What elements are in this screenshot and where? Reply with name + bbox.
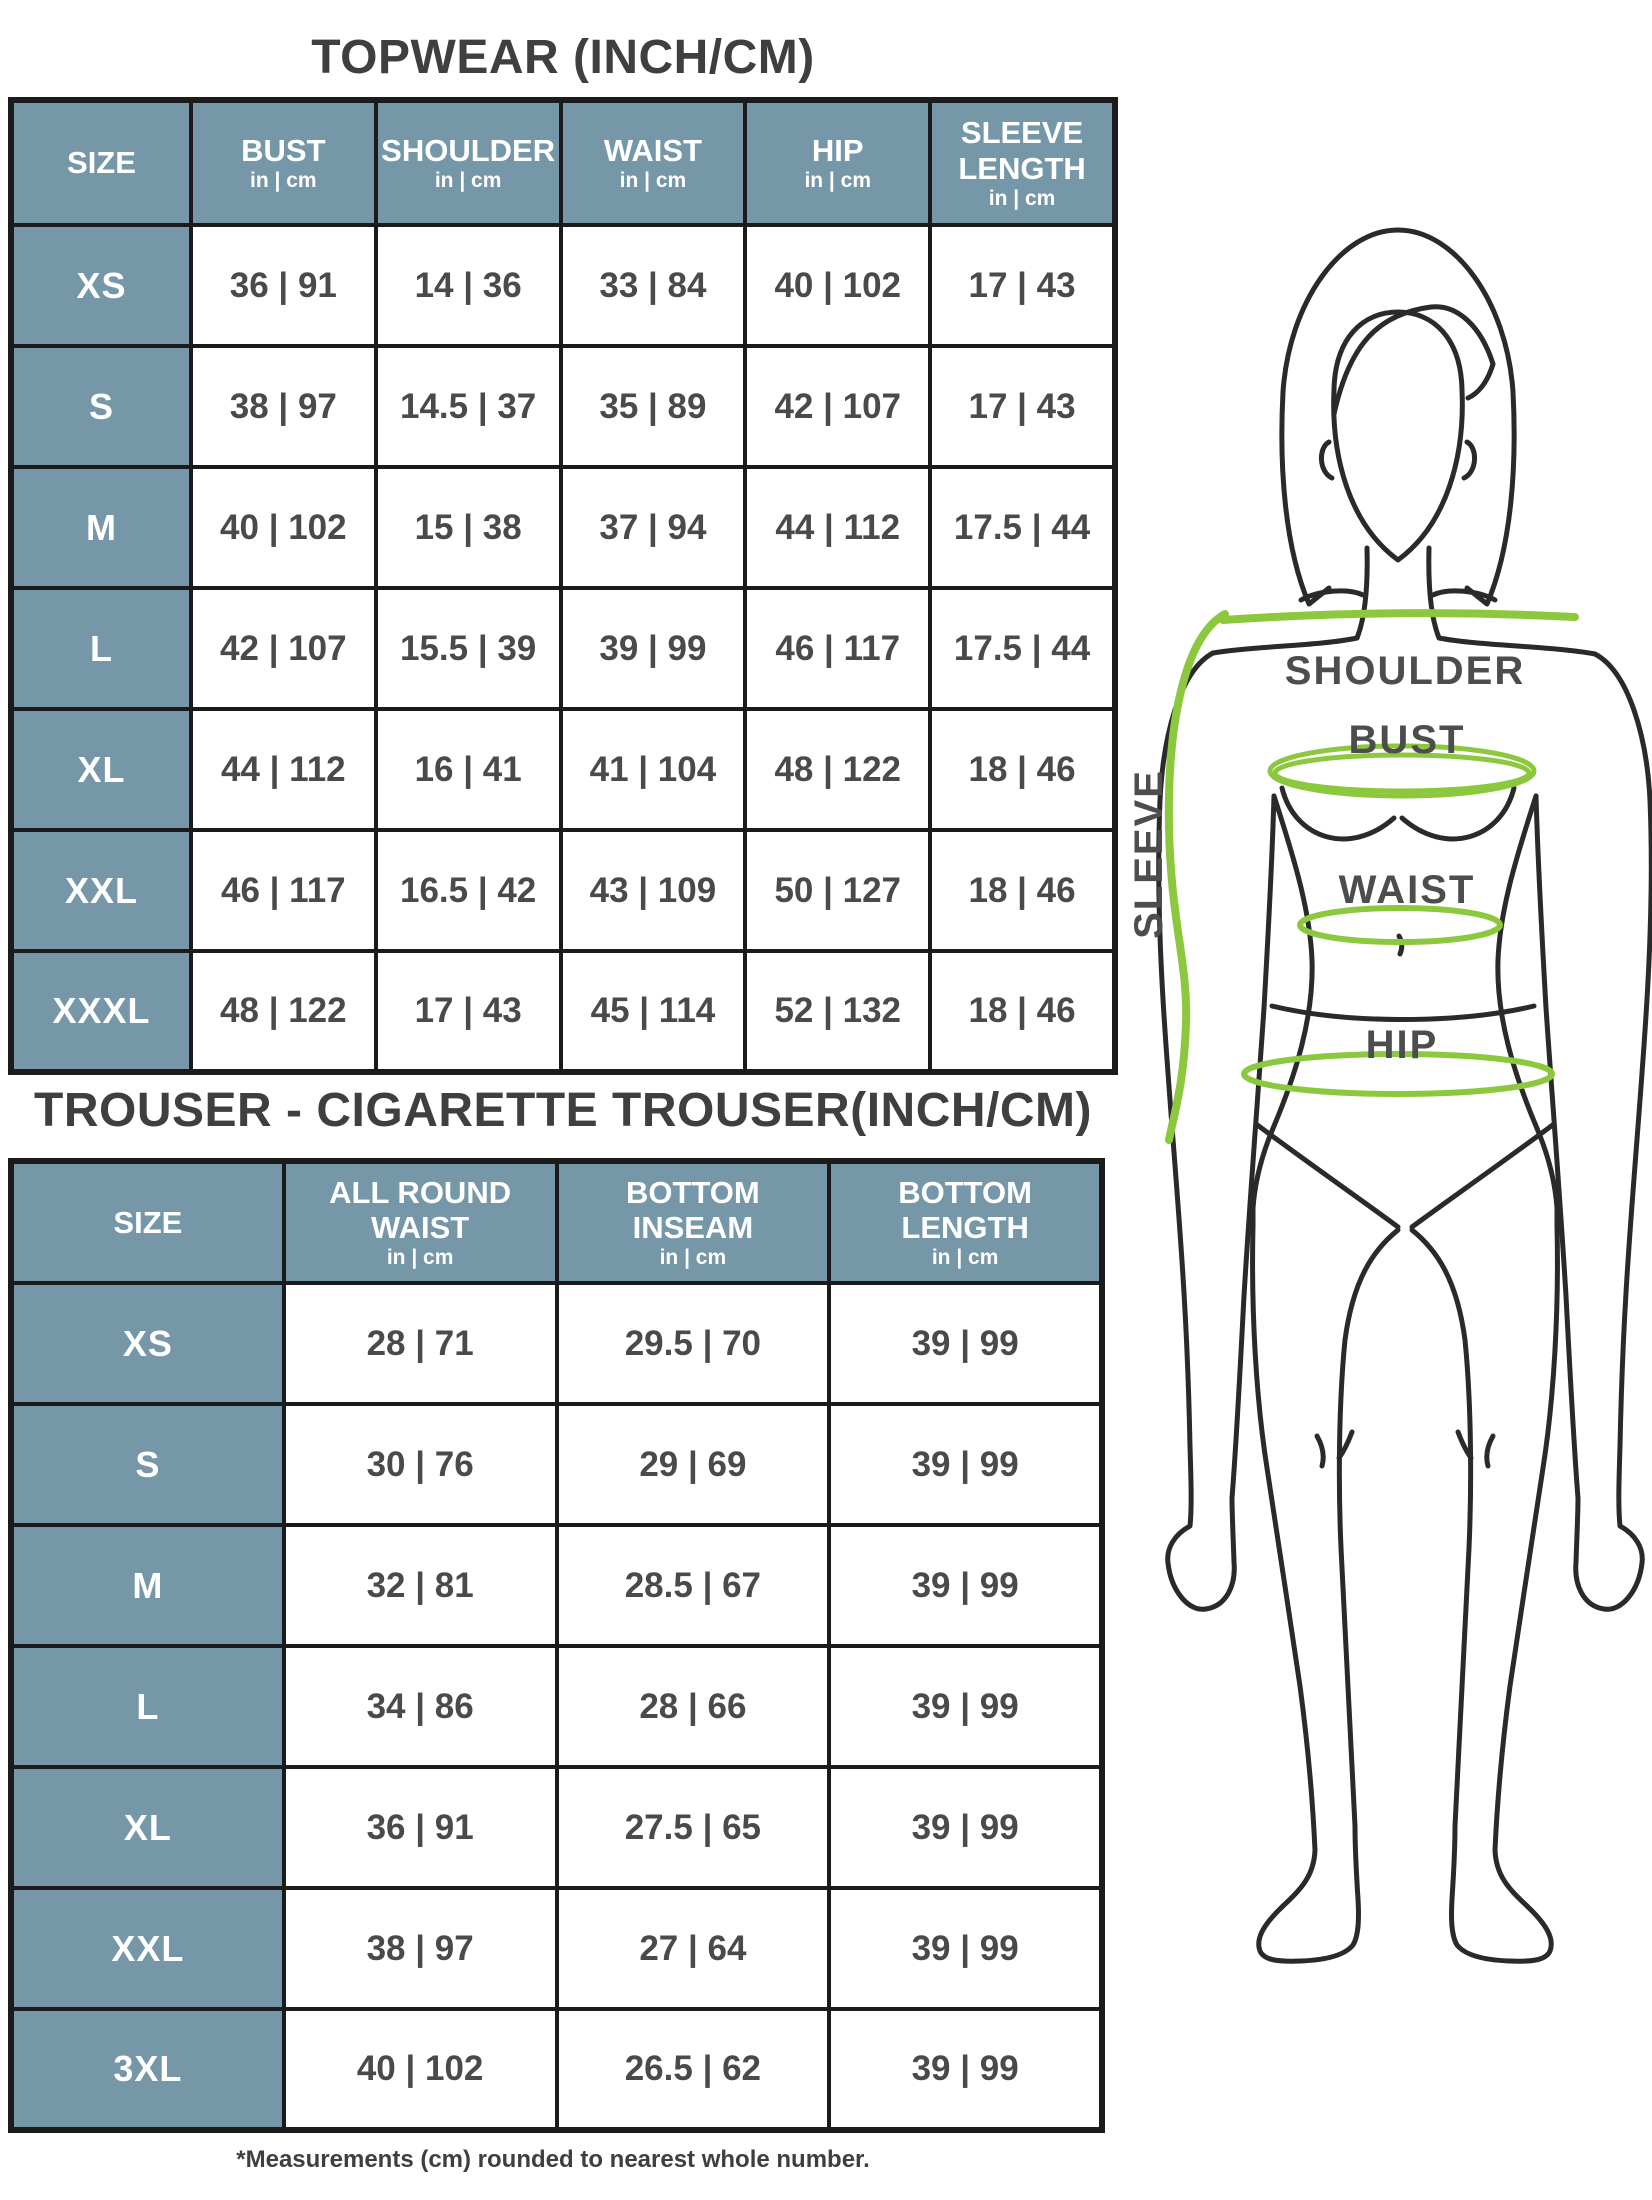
table-row (11, 1525, 1102, 1646)
measurement-cell: 52 | 132 (745, 951, 930, 1072)
figure-label-hip: HIP (1365, 1023, 1439, 1067)
measurement-cell: 29.5 | 70 (557, 1283, 830, 1404)
measurement-cell: 18 | 46 (930, 709, 1115, 830)
shoulder-measure-line (1223, 613, 1575, 620)
measurement-cell: 42 | 107 (745, 346, 930, 467)
measurement-cell: 39 | 99 (829, 1888, 1102, 2009)
measurement-cell: 39 | 99 (829, 1646, 1102, 1767)
column-header-hip: HIP in | cm (745, 100, 930, 225)
column-header-sleeve-length: SLEEVE LENGTH in | cm (930, 100, 1115, 225)
measurement-cell: 39 | 99 (829, 1767, 1102, 1888)
measurement-cell: 40 | 102 (745, 225, 930, 346)
measurement-cell: 28.5 | 67 (557, 1525, 830, 1646)
measurement-cell: 17 | 43 (930, 225, 1115, 346)
figure-label-shoulder: SHOULDER (1284, 649, 1526, 693)
trouser-title: TROUSER - CIGARETTE TROUSER(INCH/CM) (34, 1084, 1092, 1137)
measurement-cell: 15 | 38 (376, 467, 561, 588)
measurement-cell: 40 | 102 (191, 467, 376, 588)
measurement-cell: 38 | 97 (191, 346, 376, 467)
measurement-cell: 42 | 107 (191, 588, 376, 709)
measurement-cell: 30 | 76 (284, 1404, 557, 1525)
measurement-cell: 36 | 91 (284, 1767, 557, 1888)
size-cell: XXL (11, 1888, 284, 2009)
column-header-bottom-inseam: BOTTOM INSEAM in | cm (557, 1161, 830, 1283)
measurement-cell: 39 | 99 (829, 1283, 1102, 1404)
measurement-cell: 14.5 | 37 (376, 346, 561, 467)
table-row (11, 1646, 1102, 1767)
size-cell: S (11, 346, 191, 467)
measurement-cell: 17 | 43 (376, 951, 561, 1072)
measurement-cell: 39 | 99 (829, 2009, 1102, 2130)
measurement-cell: 44 | 112 (745, 467, 930, 588)
table-row (11, 1404, 1102, 1525)
topwear-title: TOPWEAR (INCH/CM) (311, 31, 815, 84)
measurement-cell: 40 | 102 (284, 2009, 557, 2130)
body-measurement-figure (1105, 218, 1652, 1980)
column-header-shoulder: SHOULDER in | cm (376, 100, 561, 225)
measurement-cell: 35 | 89 (561, 346, 746, 467)
measurement-cell: 39 | 99 (829, 1525, 1102, 1646)
topwear-size-table (8, 97, 1118, 1075)
measurement-cell: 29 | 69 (557, 1404, 830, 1525)
measurements-footnote: *Measurements (cm) rounded to nearest whole number. (236, 2146, 870, 2173)
sleeve-measure-line (1169, 614, 1225, 1140)
measurement-cell: 16.5 | 42 (376, 830, 561, 951)
size-cell: XXXL (11, 951, 191, 1072)
table-row (11, 951, 1115, 1072)
measurement-cell: 44 | 112 (191, 709, 376, 830)
measurement-cell: 48 | 122 (745, 709, 930, 830)
header-row (11, 100, 1115, 225)
column-header-waist: WAIST in | cm (561, 100, 746, 225)
figure-label-sleeve: SLEEVE (1127, 769, 1171, 939)
size-cell: M (11, 1525, 284, 1646)
measurement-cell: 39 | 99 (829, 1404, 1102, 1525)
measurement-cell: 41 | 104 (561, 709, 746, 830)
figure-label-waist: WAIST (1338, 868, 1476, 912)
size-cell: XL (11, 1767, 284, 1888)
size-cell: XS (11, 1283, 284, 1404)
table-row (11, 2009, 1102, 2130)
trouser-size-table (8, 1158, 1105, 2133)
table-row (11, 830, 1115, 951)
measurement-cell: 17.5 | 44 (930, 588, 1115, 709)
measurement-cell: 17 | 43 (930, 346, 1115, 467)
column-header-bottom-length: BOTTOM LENGTH in | cm (829, 1161, 1102, 1283)
size-cell: XXL (11, 830, 191, 951)
column-header-size: SIZE (11, 1161, 284, 1283)
measurement-cell: 46 | 117 (745, 588, 930, 709)
column-header-all-round-waist: ALL ROUND WAIST in | cm (284, 1161, 557, 1283)
measurement-cell: 34 | 86 (284, 1646, 557, 1767)
size-cell: 3XL (11, 2009, 284, 2130)
table-row (11, 467, 1115, 588)
measurement-cell: 17.5 | 44 (930, 467, 1115, 588)
figure-label-bust: BUST (1348, 718, 1466, 762)
measurement-cell: 27 | 64 (557, 1888, 830, 2009)
header-row (11, 1161, 1102, 1283)
table-row (11, 346, 1115, 467)
table-row (11, 1283, 1102, 1404)
measurement-cell: 36 | 91 (191, 225, 376, 346)
measurement-cell: 48 | 122 (191, 951, 376, 1072)
measurement-cell: 27.5 | 65 (557, 1767, 830, 1888)
size-cell: XS (11, 225, 191, 346)
size-cell: XL (11, 709, 191, 830)
measurement-cell: 39 | 99 (561, 588, 746, 709)
size-cell: L (11, 588, 191, 709)
measurement-cell: 45 | 114 (561, 951, 746, 1072)
measurement-cell: 18 | 46 (930, 951, 1115, 1072)
table-row (11, 588, 1115, 709)
measurement-cell: 43 | 109 (561, 830, 746, 951)
column-header-bust: BUST in | cm (191, 100, 376, 225)
measurement-cell: 32 | 81 (284, 1525, 557, 1646)
measurement-cell: 28 | 66 (557, 1646, 830, 1767)
table-row (11, 1888, 1102, 2009)
measurement-cell: 46 | 117 (191, 830, 376, 951)
table-row (11, 709, 1115, 830)
measurement-cell: 15.5 | 39 (376, 588, 561, 709)
measurement-cell: 50 | 127 (745, 830, 930, 951)
table-row (11, 225, 1115, 346)
measurement-cell: 26.5 | 62 (557, 2009, 830, 2130)
measurement-cell: 37 | 94 (561, 467, 746, 588)
measurement-cell: 14 | 36 (376, 225, 561, 346)
table-row (11, 1767, 1102, 1888)
measurement-cell: 28 | 71 (284, 1283, 557, 1404)
column-header-size: SIZE (11, 100, 191, 225)
size-cell: M (11, 467, 191, 588)
measurement-cell: 16 | 41 (376, 709, 561, 830)
size-cell: S (11, 1404, 284, 1525)
measurement-cell: 38 | 97 (284, 1888, 557, 2009)
size-cell: L (11, 1646, 284, 1767)
measurement-cell: 33 | 84 (561, 225, 746, 346)
measurement-cell: 18 | 46 (930, 830, 1115, 951)
